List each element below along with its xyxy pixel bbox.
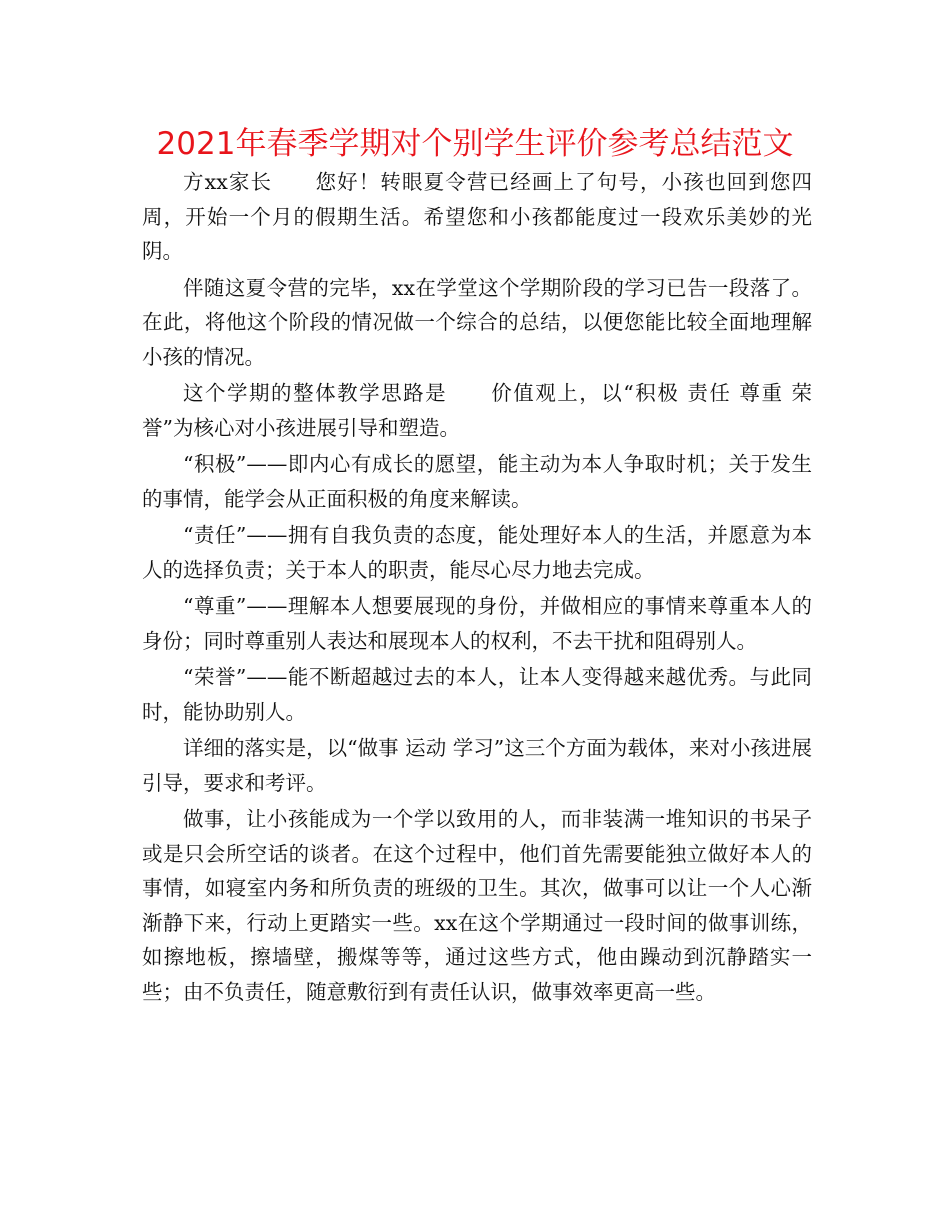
paragraph-greeting: 方xx家长 您好！转眼夏令营已经画上了句号，小孩也回到您四周，开始一个月的假期生活。希望您和小孩都能度过一段欢乐美妙的光阴。 [142, 170, 812, 263]
document-body [142, 165, 812, 1011]
paragraph-honor: “荣誉”——能不断超越过去的本人，让本人变得越来越优秀。与此同时，能协助别人。 [142, 665, 812, 724]
paragraph-responsibility: “责任”——拥有自我负责的态度，能处理好本人的生活，并愿意为本人的选择负责；关于本人的职责，能尽心尽力地去完成。 [142, 523, 812, 582]
paragraph-summary-intro: 伴随这夏令营的完毕，xx在学堂这个学期阶段的学习已告一段落了。在此，将他这个阶段的情况做一个综合的总结，以便您能比较全面地理解小孩的情况。 [142, 275, 812, 369]
paragraph-positive: “积极”——即内心有成长的愿望，能主动为本人争取时机；关于发生的事情，能学会从正面积极的角度来解读。 [142, 452, 812, 511]
paragraph-respect: “尊重”——理解本人想要展现的身份，并做相应的事情来尊重本人的身份；同时尊重别人表达和展现本人的权利，不去干扰和阻碍别人。 [142, 594, 812, 653]
paragraph-implementation: 详细的落实是，以“做事 运动 学习”这三个方面为载体，来对小孩进展引导，要求和考评。 [142, 736, 812, 795]
paragraph-doing-things: 做事，让小孩能成为一个学以致用的人，而非装满一堆知识的书呆子或是只会所空话的谈者。在这个过程中，他们首先需要能独立做好本人的事情，如寝室内务和所负责的班级的卫生。其次，做事可以让一个人心渐渐静下来，行动上更踏实一些。xx在这个学期通过一段时间的做事训练，如擦地板，擦墙壁，搬煤等等，通过这些方式，他由躁动到沉静踏实一些；由不负责任，随意敷衍到有责任认识，做事效率更高一些。 [142, 807, 812, 1004]
document-title: 2021年春季学期对个别学生评价参考总结范文 [156, 126, 794, 162]
paragraph-teaching-approach: 这个学期的整体教学思路是 价值观上，以“积极 责任 尊重 荣誉”为核心对小孩进展引导和塑造。 [142, 381, 812, 440]
